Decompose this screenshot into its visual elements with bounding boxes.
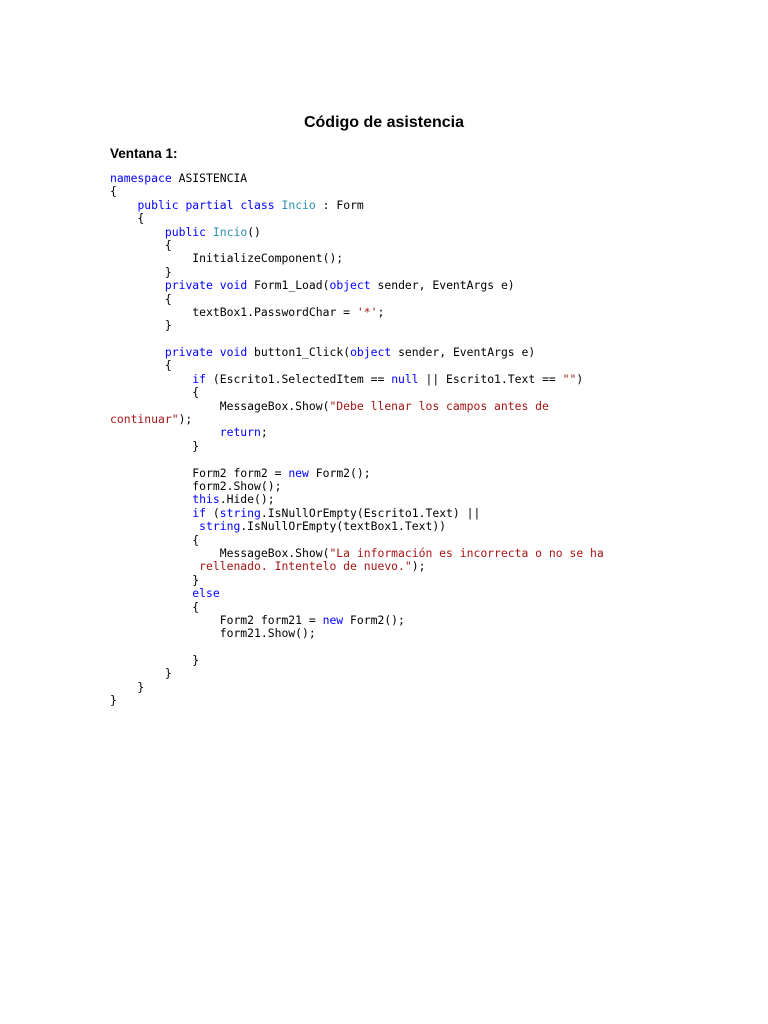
code-line (110, 694, 750, 707)
code-text: Form2(); (308, 465, 371, 480)
code-line (110, 467, 750, 480)
code-keyword: if (192, 371, 207, 386)
code-text (213, 345, 220, 359)
code-line (110, 373, 750, 386)
code-line (110, 306, 750, 319)
code-line (110, 574, 750, 587)
code-text: ); (178, 412, 193, 427)
code-text (110, 559, 199, 573)
code-line (110, 252, 750, 265)
code-block (110, 172, 750, 708)
code-text: { (110, 599, 200, 614)
code-text: ( (206, 505, 220, 520)
code-text: { (110, 532, 200, 547)
code-text: } (110, 572, 200, 587)
code-line (110, 453, 750, 466)
code-line (110, 185, 750, 198)
code-line (110, 346, 750, 359)
code-text: { (110, 291, 172, 306)
code-line (110, 172, 750, 185)
code-keyword: partial (185, 197, 234, 212)
code-text: sender, EventArgs e) (370, 278, 515, 293)
code-line (110, 654, 750, 667)
code-line (110, 386, 750, 399)
code-text (110, 278, 165, 292)
code-text: sender, EventArgs e) (391, 345, 536, 360)
code-text: ASISTENCIA (171, 171, 248, 185)
code-keyword: namespace (110, 171, 172, 185)
code-keyword: new (288, 465, 309, 480)
code-string: "La información es incorrecta o no se ha (329, 545, 604, 560)
code-type: Incio (212, 224, 248, 239)
code-line (110, 480, 750, 493)
code-text: } (110, 264, 172, 279)
code-keyword: string (219, 505, 261, 520)
code-line (110, 266, 750, 279)
code-text (110, 519, 199, 533)
code-text (110, 492, 192, 506)
code-text: : Form (315, 197, 364, 212)
code-text: } (110, 438, 200, 453)
code-text: } (110, 693, 117, 708)
code-line (110, 413, 750, 426)
code-text: MessageBox.Show( (110, 398, 330, 413)
code-string: continuar" (110, 412, 179, 427)
code-line (110, 400, 750, 413)
code-line (110, 627, 750, 640)
code-line (110, 199, 750, 212)
code-keyword: private (164, 278, 213, 293)
code-keyword: null (391, 371, 419, 386)
code-text: .Hide(); (219, 492, 275, 507)
code-text: form21.Show(); (110, 626, 316, 641)
code-keyword: object (350, 345, 392, 360)
code-text (206, 225, 213, 239)
code-keyword: if (192, 505, 207, 520)
code-text: Form2 form2 = (110, 465, 289, 480)
code-text: } (110, 679, 145, 694)
code-text: { (110, 385, 200, 400)
code-text: { (110, 184, 117, 199)
code-text (110, 345, 165, 359)
code-text: ; (260, 425, 268, 440)
code-text: || Escrito1.Text == (418, 371, 563, 386)
code-line (110, 212, 750, 225)
code-text: { (110, 358, 172, 373)
code-line (110, 239, 750, 252)
code-keyword: this (192, 492, 220, 507)
code-text: Form1_Load( (247, 278, 330, 293)
code-line (110, 493, 750, 506)
code-line (110, 279, 750, 292)
code-string: rellenado. Intentelo de nuevo." (199, 559, 412, 574)
code-keyword: void (219, 345, 248, 360)
code-text: .IsNullOrEmpty(Escrito1.Text) || (260, 505, 481, 520)
code-line (110, 547, 750, 560)
code-text: .IsNullOrEmpty(textBox1.Text)) (240, 519, 447, 534)
code-line (110, 641, 750, 654)
code-text (110, 372, 192, 386)
code-keyword: new (322, 612, 344, 627)
code-text: form2.Show(); (110, 478, 282, 493)
code-line (110, 681, 750, 694)
code-text (110, 198, 137, 212)
code-text: () (247, 224, 261, 239)
code-string: '*' (356, 304, 378, 319)
document-title: Código de asistencia (303, 114, 465, 131)
code-text: (Escrito1.SelectedItem == (206, 371, 392, 386)
code-line (110, 560, 750, 573)
code-keyword: public (137, 197, 179, 212)
code-line (110, 507, 750, 520)
code-text: { (110, 237, 172, 252)
code-line (110, 293, 750, 306)
code-text: ); (411, 559, 426, 574)
code-text: textBox1.PasswordChar = (110, 304, 357, 319)
code-line (110, 587, 750, 600)
code-keyword: string (199, 519, 241, 534)
code-line (110, 359, 750, 372)
code-keyword: void (219, 278, 248, 293)
code-keyword: object (329, 278, 371, 293)
code-text: ; (377, 304, 385, 319)
code-keyword: private (164, 345, 213, 360)
code-line (110, 319, 750, 332)
code-text: ) (576, 371, 584, 386)
code-text: Form2(); (343, 612, 405, 627)
code-line (110, 534, 750, 547)
code-text (110, 586, 192, 600)
code-keyword: return (219, 425, 261, 440)
code-string: "Debe llenar los campos antes de (329, 398, 549, 413)
code-text (213, 278, 220, 292)
code-line (110, 426, 750, 439)
code-text: { (110, 211, 145, 226)
code-text: Form2 form21 = (110, 612, 323, 627)
code-text (110, 506, 192, 520)
code-text: } (110, 653, 200, 668)
code-line (110, 520, 750, 533)
code-line (110, 226, 750, 239)
code-text (110, 425, 220, 439)
section-heading: Ventana 1: (110, 146, 178, 161)
code-line (110, 440, 750, 453)
code-text: MessageBox.Show( (110, 545, 330, 560)
code-text: InitializeComponent(); (110, 251, 344, 266)
code-string: "" (562, 371, 577, 386)
code-keyword: public (164, 224, 207, 239)
code-text: } (110, 318, 172, 333)
code-keyword: class (240, 197, 275, 212)
code-text (110, 225, 165, 239)
code-type: Incio (281, 197, 316, 212)
code-line (110, 601, 750, 614)
code-text: button1_Click( (247, 345, 351, 360)
code-keyword: else (192, 586, 220, 601)
code-text: } (110, 666, 172, 681)
code-line (110, 333, 750, 346)
code-line (110, 614, 750, 627)
code-line (110, 667, 750, 680)
